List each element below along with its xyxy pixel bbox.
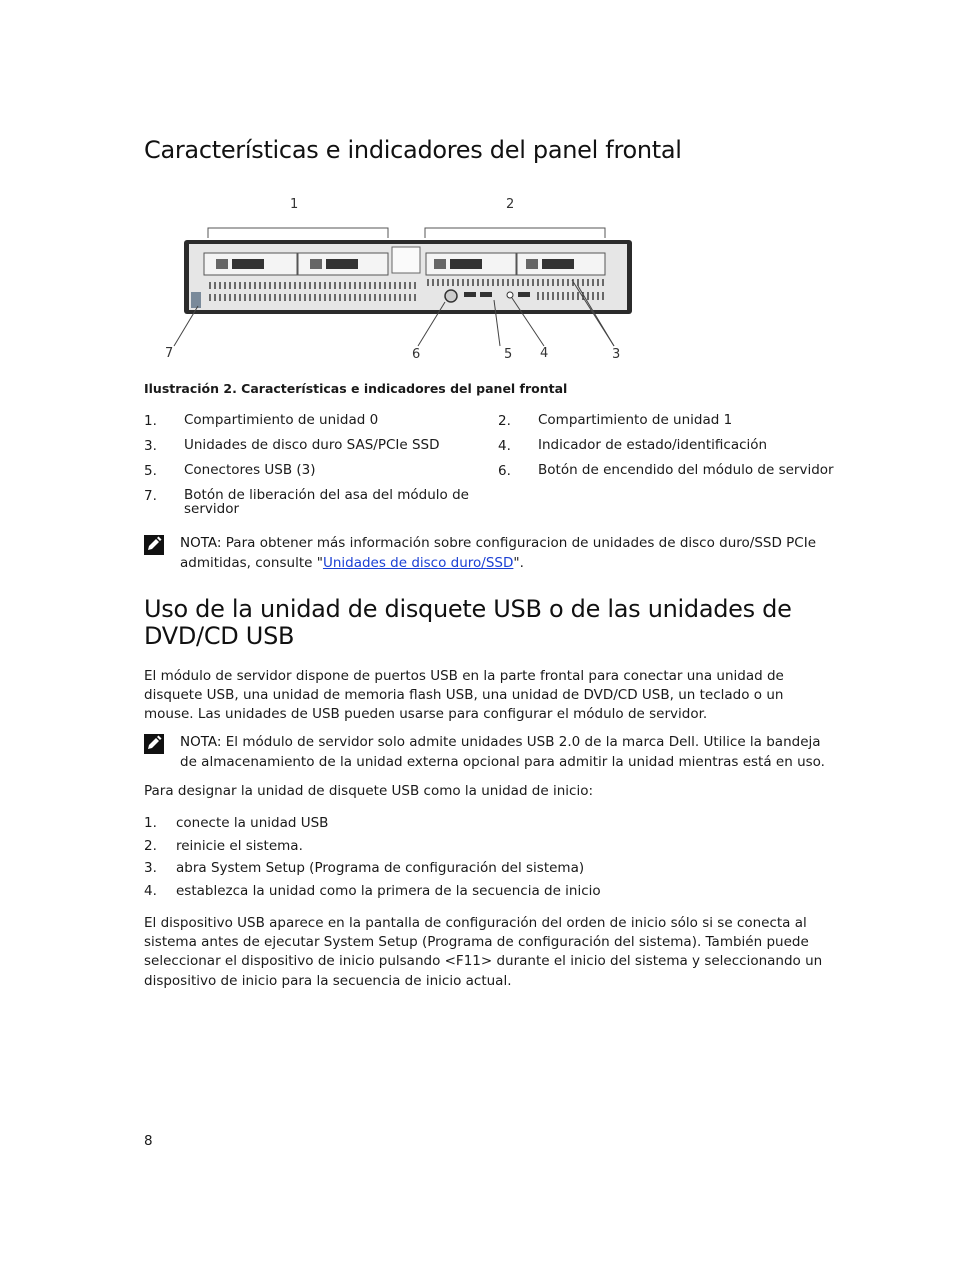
status-led-icon bbox=[507, 292, 513, 298]
callout-3: 3 bbox=[612, 347, 621, 362]
section-title-usb: Uso de la unidad de disquete USB o de las unidades de DVD/CD USB bbox=[144, 595, 792, 650]
callout-2: 2 bbox=[506, 197, 515, 212]
callout-6: 6 bbox=[412, 347, 421, 362]
usb-port-icon bbox=[480, 292, 492, 297]
callout-1: 1 bbox=[290, 197, 299, 212]
page-number: 8 bbox=[144, 1133, 153, 1149]
closing-paragraph: El dispositivo USB aparece en la pantalla de configuración del orden de inicio sólo si se conecta al sistema antes de ejecutar System Setup (Programa de configuración del sistema). También puede seleccionar el dispositivo de inicio pulsando <F11> durante el inicio del sistema y seleccionando un dispositivo de inicio para la secuencia de inicio actual. bbox=[144, 915, 823, 989]
server-module-illustration bbox=[160, 190, 640, 366]
note-text: NOTA: Para obtener más información sobre configuracion de unidades de disco duro/SSD PCIe admitidas, consulte "Unidades de disco duro/SSD". bbox=[180, 535, 817, 571]
bay-brackets bbox=[208, 228, 605, 238]
note-pencil-icon bbox=[144, 535, 164, 555]
callout-4: 4 bbox=[540, 346, 549, 361]
drives-link[interactable]: Unidades de disco duro/SSD bbox=[322, 554, 514, 571]
drive-bay-1 bbox=[426, 253, 605, 275]
steps-lead: Para designar la unidad de disquete USB como la unidad de inicio: bbox=[144, 783, 594, 799]
note-pencil-icon bbox=[144, 734, 164, 754]
usb-intro-paragraph: El módulo de servidor dispone de puertos USB en la parte frontal para conectar una unidad de disquete USB, una unidad de memoria flash USB, una unidad de DVD/CD USB, un teclado o un mouse. Las unidades de USB pueden usarse para configurar el módulo de servidor. bbox=[144, 668, 784, 723]
usb-port-icon bbox=[464, 292, 476, 297]
power-button-icon bbox=[445, 290, 457, 302]
figure-caption: Ilustración 2. Características e indicadores del panel frontal bbox=[144, 381, 568, 396]
handle-release-icon bbox=[191, 292, 201, 308]
note-text: NOTA: El módulo de servidor solo admite unidades USB 2.0 de la marca Dell. Utilice la bandeja de almacenamiento de la unidad externa opcional para admitir la unidad mientras está en uso. bbox=[180, 734, 825, 770]
front-panel-figure bbox=[160, 190, 640, 366]
callout-7: 7 bbox=[165, 346, 174, 361]
drive-bay-0 bbox=[204, 253, 388, 275]
usb-port-icon bbox=[518, 292, 530, 297]
section-title-front-panel: Características e indicadores del panel frontal bbox=[144, 136, 682, 164]
callout-5: 5 bbox=[504, 347, 513, 362]
document-page: Características e indicadores del panel frontal 1 2 7 6 5 4 3 Ilustración 2. Características e indicadores del panel frontal 1. Compartimiento de unidad 0 2. Compartimiento de unidad 1 3. Unidades de disco duro SAS/PCIe SSD 4. Indicador de estado/identificación 5. Conectores USB (3) 6. Botón de encendido del módulo de servidor 7. Botón de liberación del asa del módulo de servidor NOTA: Para obtener más información sobre configuracion de unidades de disco duro/SSD PCIe admitidas, consulte "Unidades de disco duro/SSD". Uso de la unidad de disquete USB o de las unidades de DVD/CD USB El módulo de servidor dispone de puertos USB en la parte frontal para conectar una unidad de disquete USB, una unidad de memoria flash USB, una unidad de DVD/CD USB, un teclado o un mouse. Las unidades de USB pueden usarse para configurar el módulo de servidor. NOTA: El módulo de servidor solo admite unidades USB 2.0 de la marca Dell. Utilice la bandeja de almacenamiento de la unidad externa opcional para admitir la unidad mientras está en uso. Para designar la unidad de disquete USB como la unidad de inicio: 1. conecte la unidad USB 2. reinicie el sistema. 3. abra System Setup (Programa de configuración del sistema) 4. establezca la unidad como la primera de la secuencia de inicio El dispositivo USB aparece en la pantalla de configuración del orden de inicio sólo si se conecta al sistema antes de ejecutar System Setup (Programa de configuración del sistema). También puede seleccionar el dispositivo de inicio pulsando <F11> durante el inicio del sistema y seleccionando un dispositivo de inicio para la secuencia de inicio actual. 8 bbox=[144, 136, 834, 1149]
